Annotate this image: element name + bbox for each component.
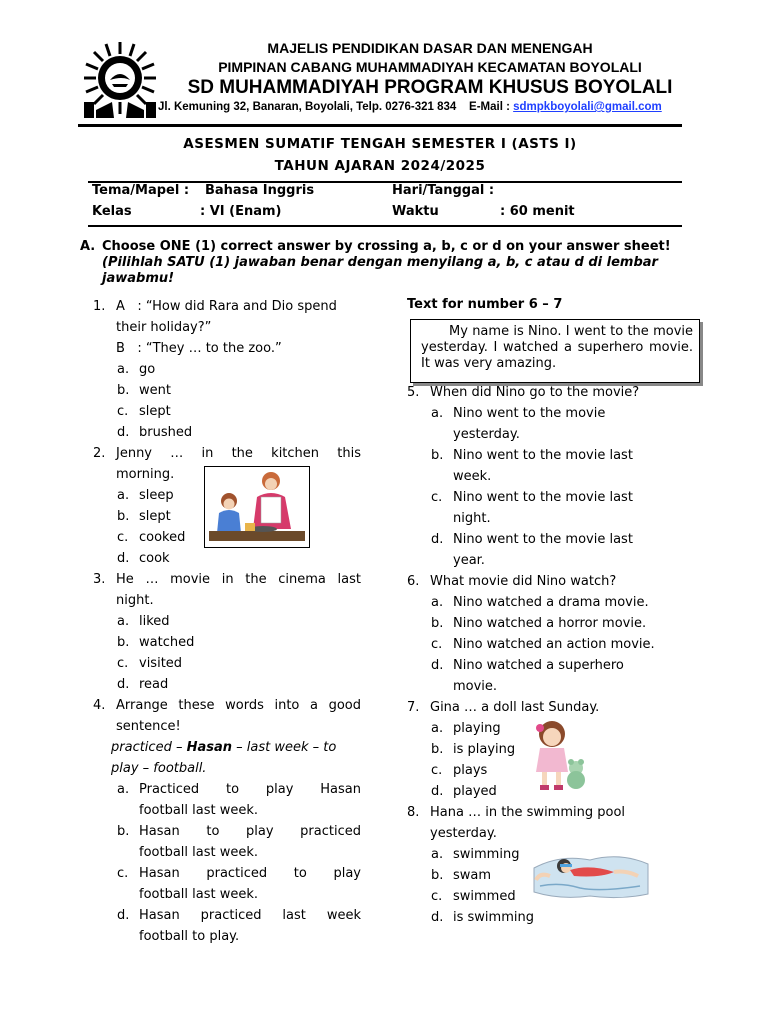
q3-option-a[interactable] [93, 611, 361, 632]
q4-words [111, 737, 361, 758]
option-text-cont: football to play. [139, 929, 240, 944]
option-text: is playing [453, 742, 516, 757]
option-text: went [139, 383, 171, 398]
option-text: Nino watched a horror movie. [453, 616, 647, 631]
q5-option-b[interactable] [407, 445, 697, 466]
q4-words-bold: Hasan [186, 740, 233, 755]
q5-option-c[interactable] [407, 487, 697, 508]
option-letter: d. [117, 551, 130, 566]
q1-speaker-a: A [116, 299, 125, 314]
option-letter: d. [431, 784, 444, 799]
option-letter: a. [431, 595, 444, 610]
option-letter: c. [431, 490, 443, 505]
q4-words-line2: play – football. [111, 761, 207, 776]
option-text-cont: week. [453, 469, 492, 484]
question-2 [93, 443, 361, 464]
school-name: SD MUHAMMADIYAH PROGRAM KHUSUS BOYOLALI [187, 77, 673, 98]
option-text: Nino went to the movie last [453, 490, 633, 505]
question-1 [93, 296, 361, 317]
exam-title: ASESMEN SUMATIF TENGAH SEMESTER I (ASTS I) [183, 136, 577, 152]
option-letter: d. [431, 658, 444, 673]
school-logo [78, 40, 162, 120]
option-text: watched [139, 635, 195, 650]
option-text: Practiced to play Hasan [139, 782, 361, 797]
option-letter: b. [431, 742, 444, 757]
option-text: played [453, 784, 497, 799]
option-text: Nino watched a drama movie. [453, 595, 649, 610]
instruction-letter: A. [80, 239, 96, 254]
subject-label: Tema/Mapel : [92, 183, 190, 198]
option-text: is swimming [453, 910, 534, 925]
q3-option-d[interactable] [93, 674, 361, 695]
q5-line: When did Nino go to the movie? [430, 385, 640, 400]
email-link[interactable]: sdmpkboyolali@gmail.com [513, 101, 662, 113]
q5-option-a[interactable] [407, 403, 697, 424]
option-letter: c. [431, 637, 443, 652]
email-label: E-Mail : [469, 101, 510, 113]
school-address [158, 101, 662, 113]
option-letter: d. [117, 425, 130, 440]
option-letter: a. [431, 847, 444, 862]
option-text-cont: football last week. [139, 887, 259, 902]
q4-option-b[interactable] [93, 821, 361, 842]
option-text-cont: football last week. [139, 845, 259, 860]
q7-number: 7. [407, 700, 420, 715]
girl-doll-illustration [528, 718, 592, 794]
q5-number: 5. [407, 385, 420, 400]
q1-line-a: : “How did Rara and Dio spend [137, 299, 337, 314]
q8-option-d[interactable] [407, 907, 697, 928]
q4-number: 4. [93, 698, 106, 713]
q4-line1: Arrange these words into a good [116, 698, 361, 713]
option-text: playing [453, 721, 501, 736]
option-text: liked [139, 614, 170, 629]
option-text: Hasan practiced last week [139, 908, 361, 923]
option-letter: a. [117, 488, 130, 503]
q7-line: Gina … a doll last Sunday. [430, 700, 600, 715]
option-text-cont: yesterday. [453, 427, 520, 442]
q6-option-d[interactable] [407, 655, 697, 676]
option-letter: b. [117, 635, 130, 650]
option-letter: c. [117, 404, 129, 419]
question-6 [407, 571, 697, 592]
option-letter: c. [431, 763, 443, 778]
header-divider [78, 124, 682, 127]
q4-words-b: – last week – to [232, 740, 337, 755]
option-text: visited [139, 656, 183, 671]
option-letter: b. [431, 448, 444, 463]
exam-year: TAHUN AJARAN 2024/2025 [274, 158, 486, 174]
q6-option-c[interactable] [407, 634, 697, 655]
left-column [93, 296, 361, 947]
instruction-text: Choose ONE (1) correct answer by crossing a, b, c or d on your answer sheet! [102, 239, 671, 254]
option-letter: a. [431, 721, 444, 736]
q6-line: What movie did Nino watch? [430, 574, 617, 589]
time-label: Waktu [392, 204, 439, 219]
q5-option-d[interactable] [407, 529, 697, 550]
option-text: Nino went to the movie last [453, 448, 633, 463]
option-text: read [139, 677, 169, 692]
option-letter: a. [117, 362, 130, 377]
address-text: Jl. Kemuning 32, Banaran, Boyolali, Telp. 0276-321 834 [158, 101, 457, 113]
option-letter: d. [431, 532, 444, 547]
q1-speaker-b: B [116, 341, 125, 356]
option-letter: b. [431, 868, 444, 883]
option-letter: d. [431, 910, 444, 925]
option-text: slept [139, 509, 171, 524]
reading-text: My name is Nino. I went to the movie yesterday. I watched a superhero movie. It was very amazing. [421, 324, 693, 371]
question-8 [407, 802, 697, 823]
q2-line2: morning. [116, 467, 175, 482]
option-text: Hasan to play practiced [139, 824, 361, 839]
q1-line-a2: their holiday?” [116, 320, 212, 335]
option-letter: c. [117, 656, 129, 671]
option-letter: b. [117, 383, 130, 398]
option-text-cont: night. [453, 511, 491, 526]
option-text: cooked [139, 530, 186, 545]
option-letter: d. [117, 677, 130, 692]
q1-option-b[interactable] [93, 380, 361, 401]
instruction [80, 239, 680, 287]
option-text-cont: year. [453, 553, 485, 568]
option-text: slept [139, 404, 171, 419]
q3-option-b[interactable] [93, 632, 361, 653]
cooking-illustration [204, 466, 310, 548]
q1-number: 1. [93, 299, 106, 314]
option-letter: b. [117, 509, 130, 524]
q4-option-d[interactable] [93, 905, 361, 926]
meta-bottom-rule [88, 225, 682, 227]
q3-number: 3. [93, 572, 106, 587]
q2-number: 2. [93, 446, 106, 461]
header-line-2: PIMPINAN CABANG MUHAMMADIYAH KECAMATAN BOYOLALI [218, 59, 642, 75]
option-letter: b. [431, 616, 444, 631]
day-label: Hari/Tanggal : [392, 183, 495, 198]
question-4 [93, 695, 361, 716]
option-text-cont: football last week. [139, 803, 259, 818]
q6-option-a[interactable] [407, 592, 697, 613]
header-line-1: MAJELIS PENDIDIKAN DASAR DAN MENENGAH [267, 40, 593, 56]
option-text: Nino went to the movie last [453, 532, 633, 547]
option-text: Nino watched an action movie. [453, 637, 655, 652]
q1-option-a[interactable] [93, 359, 361, 380]
q6-option-b[interactable] [407, 613, 697, 634]
option-letter: d. [117, 908, 130, 923]
q4-option-c[interactable] [93, 863, 361, 884]
option-text: swimming [453, 847, 520, 862]
time-value: : 60 menit [500, 204, 575, 219]
option-letter: a. [117, 614, 130, 629]
option-letter: a. [117, 782, 130, 797]
question-7 [407, 697, 697, 718]
q3-line2: night. [116, 593, 154, 608]
text-heading: Text for number 6 – 7 [407, 297, 563, 312]
q2-option-d[interactable] [93, 548, 361, 569]
q2-line1: Jenny … in the kitchen this [116, 446, 361, 461]
subject-value: Bahasa Inggris [205, 183, 315, 198]
reading-text-box [410, 319, 700, 383]
q3-line1: He … movie in the cinema last [116, 572, 361, 587]
option-text: Nino watched a superhero [453, 658, 624, 673]
q8-line1: Hana … in the swimming pool [430, 805, 626, 820]
option-text: brushed [139, 425, 193, 440]
q1-option-c[interactable] [93, 401, 361, 422]
class-value: : VI (Enam) [200, 204, 282, 219]
option-text: plays [453, 763, 488, 778]
option-letter: b. [117, 824, 130, 839]
option-letter: c. [117, 866, 129, 881]
option-letter: a. [431, 406, 444, 421]
swimming-illustration [530, 846, 652, 900]
q4-line2: sentence! [116, 719, 181, 734]
option-text: Nino went to the movie [453, 406, 606, 421]
option-text-cont: movie. [453, 679, 498, 694]
question-5 [407, 382, 697, 403]
option-text: sleep [139, 488, 174, 503]
q1-line-b: : “They … to the zoo.” [137, 341, 282, 356]
option-letter: c. [117, 530, 129, 545]
option-text: cook [139, 551, 170, 566]
q4-option-a[interactable] [93, 779, 361, 800]
option-text: Hasan practiced to play [139, 866, 361, 881]
question-3 [93, 569, 361, 590]
q8-line2: yesterday. [430, 826, 497, 841]
q1-option-d[interactable] [93, 422, 361, 443]
q3-option-c[interactable] [93, 653, 361, 674]
q6-number: 6. [407, 574, 420, 589]
instruction-translation: (Pilihlah SATU (1) jawaban benar dengan menyilang a, b, c atau d di lembar jawabmu! [102, 255, 658, 286]
class-label: Kelas [92, 204, 132, 219]
option-text: swimmed [453, 889, 516, 904]
q8-number: 8. [407, 805, 420, 820]
option-letter: c. [431, 889, 443, 904]
q4-words-a: practiced – [111, 740, 187, 755]
option-text: go [139, 362, 156, 377]
option-text: swam [453, 868, 492, 883]
